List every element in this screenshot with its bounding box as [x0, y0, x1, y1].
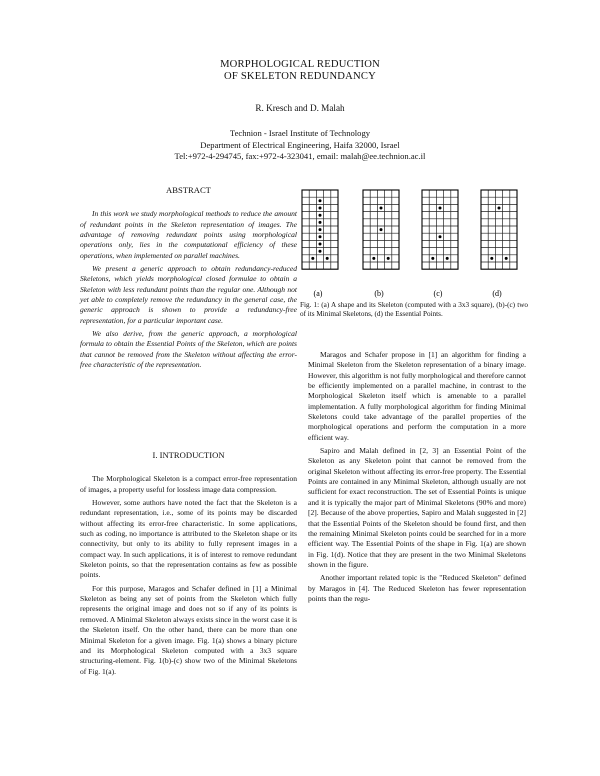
body-paragraph: Maragos and Schafer propose in [1] an algorithm for finding a Minimal Skeleton from the Skeleton representation of a binary image. However, this algorithm is not fully morphological and therefore cannot be efficiently implemented on a parallel machine, in contrast to the Morphological Skeleton itself which is amenable to a parallel implementation. A fully morphological algorithm for finding Minimal Skeletons could take advantage of the parallel properties of the morphological operations and perform the computation in a more efficient way. [308, 350, 526, 442]
affiliation [0, 128, 600, 163]
skeleton-point [387, 257, 390, 260]
figure-label-b: (b) [374, 289, 384, 298]
grid-panel [481, 190, 517, 269]
skeleton-point [319, 250, 322, 253]
skeleton-point [319, 214, 322, 217]
body-paragraph: Sapiro and Malah defined in [2, 3] an Essential Point of the Skeleton as any Skeleton point that cannot be removed from the original Skeleton without affecting its error-free property. The Essential Points are contained in any Minimal Skeleton, although usually are not sufficient for exact reconstruction. The set of Essential Points is unique and it is typically the major part of Minimal Skeletons (90% and more) [2]. Because of the above properties, Sapiro and Malah suggested in [2] that the Essential Points of the Skeleton should be found first, and then the remaining Minimal Skeleton points could be searched for in a more efficient way. The Essential Points of the shape in Fig. 1(a) are shown in Fig. 1(d). Notice that they are present in the two Minimal Skeletons shown in the figure. [308, 446, 526, 569]
skeleton-point [311, 257, 314, 260]
intro-paragraph: For this purpose, Maragos and Schafer defined in [1] a Minimal Skeleton as being any set of points from the Skeleton which fully represents the original image and does not so if any of its points is removed. A Minimal Skeleton always exists since in the worst case it is the Skeleton itself. On the other hand, there can be more than one Minimal Skeleton for a given image. Fig. 1(a) shows a binary picture and its Morphological Skeleton computed with a 3x3 square structuring-element. Fig. 1(b)-(c) show two of the Minimal Skeletons of Fig. 1(a). [80, 583, 297, 676]
skeleton-point [446, 257, 449, 260]
figure-label-c: (c) [433, 289, 443, 298]
skeleton-point [498, 207, 501, 210]
skeleton-point [319, 199, 322, 202]
figure-label-a: (a) [313, 289, 323, 298]
introduction-heading: I. INTRODUCTION [152, 450, 225, 460]
grid-panel [422, 190, 458, 269]
skeleton-point [319, 207, 322, 210]
abstract-paragraph: In this work we study morphological methods to reduce the amount of redundant points in the Skeleton representation of images. The advantage of removing redundant points using morphological operations only, lies in the computational efficiency of these operations, when implemented on parallel machines. [80, 209, 297, 260]
paper-title [0, 59, 600, 83]
skeleton-point [490, 257, 493, 260]
figure-caption: Fig. 1: (a) A shape and its Skeleton (computed with a 3x3 square), (b)-(c) two of its Minimal Skeletons, (d) the Essential Points. [300, 301, 528, 319]
title-line-1: MORPHOLOGICAL REDUCTION [220, 59, 380, 70]
body-paragraph: Another important related topic is the "Reduced Skeleton" defined by Maragos in [4]. The Reduced Skeleton has fewer representation points than the regu- [308, 573, 526, 603]
affiliation-institute: Technion - Israel Institute of Technology [229, 128, 371, 138]
skeleton-point [380, 228, 383, 231]
introduction-section [80, 450, 297, 677]
intro-paragraph: However, some authors have noted the fact that the Skeleton is a redundant representation, i.e., some of its points may be discarded without affecting its error-free characteristic. In some applications, such as coding, no importance is attributed to the Skeleton shape or its connectivity, but only to its ability to fully represent images in a compact way. In such applications, it is of interest to remove redundant Skeleton points, so that the representation contains as few as possible points. [80, 498, 297, 580]
skeleton-point [380, 207, 383, 210]
intro-paragraph: The Morphological Skeleton is a compact error-free representation of images, a property useful for lossless image data compression. [80, 474, 297, 494]
grid-panel [363, 190, 399, 269]
skeleton-point [319, 243, 322, 246]
skeleton-point [326, 257, 329, 260]
skeleton-point [372, 257, 375, 260]
affiliation-department: Department of Electrical Engineering, Haifa 32000, Israel [200, 139, 400, 150]
authors: R. Kresch and D. Malah [255, 103, 345, 113]
affiliation-contact: Tel:+972-4-294745, fax:+972-4-323041, email: malah@ee.technion.ac.il [174, 151, 426, 161]
abstract-heading: ABSTRACT [166, 185, 211, 195]
figure-1 [300, 188, 530, 298]
figure-label-d: (d) [492, 289, 502, 298]
skeleton-point [319, 221, 322, 224]
right-column-text [308, 350, 526, 604]
skeleton-point [319, 235, 322, 238]
title-line-2: OF SKELETON REDUNDANCY [224, 71, 376, 82]
grid-panel [302, 190, 338, 269]
skeleton-point [439, 207, 442, 210]
abstract-section [80, 185, 297, 371]
skeleton-point [505, 257, 508, 260]
abstract-paragraph: We also derive, from the generic approach, a morphological formula to obtain the Essential Points of the Skeleton, which are points that cannot be removed from the Skeleton without affecting the error-free characteristic of the representation. [80, 329, 297, 370]
abstract-paragraph: We present a generic approach to obtain redundancy-reduced Skeletons, which yields morphological closed formulae to obtain a Skeleton with less redundant points than the regular one. Although not yet able to completely remove the redundancy in the general case, the generic approach is shown to provide a redundancy-free representation, for a particular important case. [80, 264, 297, 325]
skeleton-point [319, 228, 322, 231]
skeleton-point [431, 257, 434, 260]
skeleton-point [439, 235, 442, 238]
